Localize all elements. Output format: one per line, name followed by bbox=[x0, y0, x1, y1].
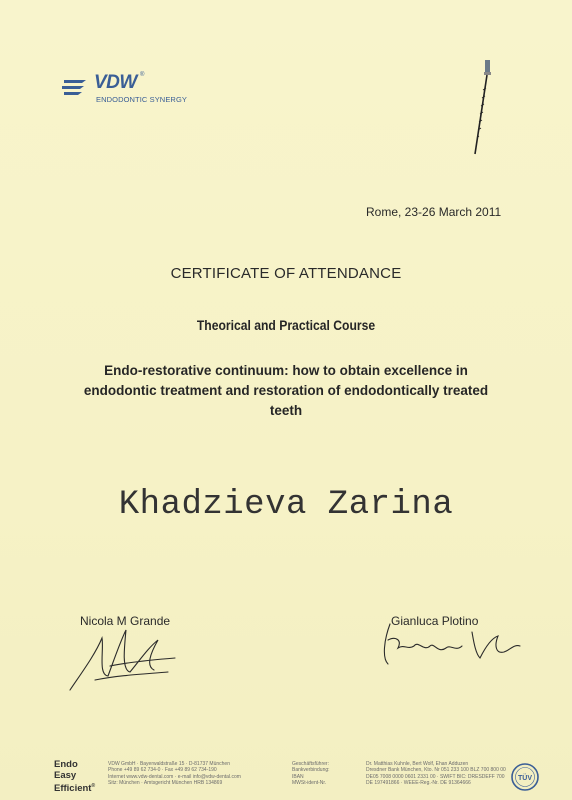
footer-line: MWSt-ident-Nr. bbox=[292, 780, 327, 787]
tuv-certification-icon bbox=[510, 762, 540, 792]
footer-line: VDW GmbH · Bayerwaldstraße 15 · D-81737 München bbox=[108, 761, 230, 767]
footer-company-details bbox=[108, 761, 241, 787]
tagline-line: Easy bbox=[54, 769, 77, 781]
signatory-left-name: Nicola M Grande bbox=[80, 614, 171, 628]
footer-line: Sitz: München · Amtsgericht München HRB 134869 bbox=[108, 780, 223, 787]
footer-line: Phone +49 89 62 734-0 · Fax +49 89 62 734-190 bbox=[108, 767, 217, 774]
footer-bank-labels bbox=[292, 761, 330, 787]
participant-name: Khadzieva Zarina bbox=[118, 486, 454, 524]
footer-tagline bbox=[54, 760, 95, 795]
certificate-title: CERTIFICATE OF ATTENDANCE bbox=[170, 265, 402, 282]
tuv-label: TÜV bbox=[518, 775, 532, 782]
tagline-line: Efficient® bbox=[54, 783, 96, 795]
course-type: Theorical and Practical Course bbox=[196, 318, 376, 333]
event-date: Rome, 23-26 March 2011 bbox=[366, 205, 502, 219]
logo-registered-mark: ® bbox=[140, 72, 145, 78]
footer-line: Dr. Matthias Kuhnle, Bert Wolf, Ehan Adduzen bbox=[366, 761, 469, 767]
footer-line: Dresdner Bank München, Kto. Nr 051 233 100 BLZ 700 800 00 bbox=[366, 767, 506, 774]
signature-left bbox=[50, 620, 190, 700]
logo-subtitle: ENDODONTIC SYNERGY bbox=[96, 95, 187, 104]
course-name: Endo-restorative continuum: how to obtain excellence in endodontic treatment and restoration of endodontically treated teeth bbox=[83, 363, 489, 418]
vdw-logo bbox=[62, 72, 202, 112]
tagline-line: Endo bbox=[54, 759, 78, 770]
signatory-right-name: Gianluca Plotino bbox=[391, 614, 479, 628]
signature-right bbox=[374, 610, 524, 672]
footer-line: Bankverbindung: bbox=[292, 767, 330, 774]
footer-line: Geschäftsführer: bbox=[292, 761, 329, 767]
footer-line: DE 197491866 · WEEE-Reg.-Nr. DE 91364666 bbox=[366, 780, 471, 787]
footer-line: IBAN bbox=[292, 773, 304, 780]
letterhead-footer bbox=[0, 760, 572, 800]
endodontic-file-illustration bbox=[462, 58, 498, 162]
footer-line: DE05 7008 0000 0601 2331 00 · SWIFT BIC: DRESDEFF 700 bbox=[366, 773, 505, 780]
logo-wordmark: VDW bbox=[94, 72, 137, 93]
vdw-wave-icon bbox=[62, 74, 96, 100]
footer-line: Internet www.vdw-dental.com · e-mail info@vdw-dental.com bbox=[108, 773, 241, 780]
footer-bank-details bbox=[366, 761, 506, 787]
